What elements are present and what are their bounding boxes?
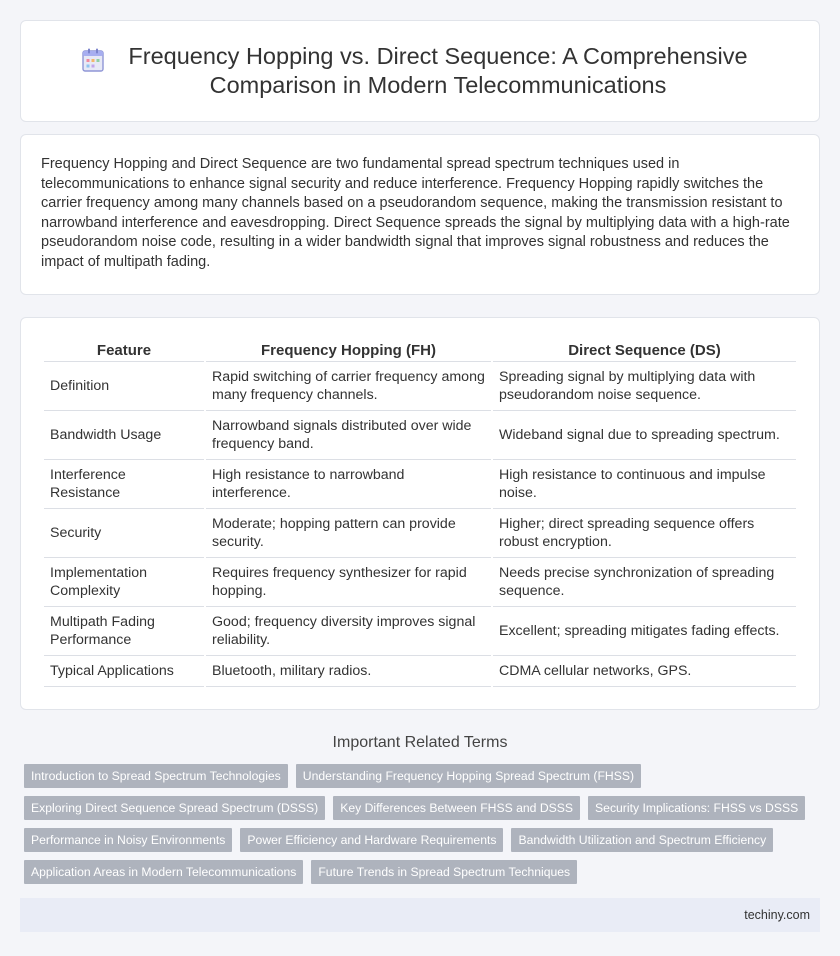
fh-cell: Moderate; hopping pattern can provide security. — [206, 509, 491, 558]
ds-cell: Excellent; spreading mitigates fading effects. — [493, 607, 796, 656]
table-row — [44, 656, 796, 687]
related-tag[interactable]: Future Trends in Spread Spectrum Techniques — [311, 860, 577, 884]
feature-cell: Interference Resistance — [44, 460, 204, 509]
related-tag[interactable]: Performance in Noisy Environments — [24, 828, 232, 852]
intro-text: Frequency Hopping and Direct Sequence are two fundamental spread spectrum techniques used in telecommunications to enhance signal security and reduce interference. Frequency Hopping rapidly switches the carrier frequency among many channels based on a pseudorandom sequence, making the transmission resistant to narrowband interference and eavesdropping. Direct Sequence spreads the signal by multiplying data with a high-rate pseudorandom noise code, resulting in a wider bandwidth signal that improves signal robustness and reduces the impact of multipath fading. — [41, 156, 790, 270]
table-row — [44, 411, 796, 460]
title-card — [20, 20, 820, 122]
intro-card — [20, 134, 820, 295]
feature-cell: Definition — [44, 362, 204, 411]
header-frequency-hopping: Frequency Hopping (FH) — [206, 338, 491, 362]
ds-cell: Needs precise synchronization of spreading sequence. — [493, 558, 796, 607]
footer — [20, 898, 820, 932]
ds-cell: Spreading signal by multiplying data with pseudorandom noise sequence. — [493, 362, 796, 411]
fh-cell: Bluetooth, military radios. — [206, 656, 491, 687]
ds-cell: High resistance to continuous and impulse noise. — [493, 460, 796, 509]
related-terms-section — [20, 734, 820, 892]
footer-site[interactable]: techiny.com — [744, 908, 810, 922]
related-terms-title: Important Related Terms — [332, 734, 508, 751]
table-row — [44, 607, 796, 656]
fh-cell: High resistance to narrowband interference. — [206, 460, 491, 509]
related-tag[interactable]: Understanding Frequency Hopping Spread Spectrum (FHSS) — [296, 764, 641, 788]
related-tag[interactable]: Key Differences Between FHSS and DSSS — [333, 796, 580, 820]
table-row — [44, 460, 796, 509]
fh-cell: Good; frequency diversity improves signal reliability. — [206, 607, 491, 656]
ds-cell: Wideband signal due to spreading spectrum. — [493, 411, 796, 460]
fh-cell: Narrowband signals distributed over wide frequency band. — [206, 411, 491, 460]
page-title: Frequency Hopping vs. Direct Sequence: A Comprehensive Comparison in Modern Telecommunications — [128, 43, 748, 98]
table-row — [44, 509, 796, 558]
related-tag[interactable]: Power Efficiency and Hardware Requirements — [240, 828, 503, 852]
related-tags — [20, 764, 820, 892]
related-tag[interactable]: Exploring Direct Sequence Spread Spectrum (DSSS) — [24, 796, 325, 820]
feature-cell: Typical Applications — [44, 656, 204, 687]
related-tag[interactable]: Application Areas in Modern Telecommunications — [24, 860, 303, 884]
header-feature: Feature — [44, 338, 204, 362]
feature-cell: Multipath Fading Performance — [44, 607, 204, 656]
related-tag[interactable]: Bandwidth Utilization and Spectrum Efficiency — [511, 828, 773, 852]
comparison-card — [20, 317, 820, 710]
fh-cell: Rapid switching of carrier frequency among many frequency channels. — [206, 362, 491, 411]
feature-cell: Security — [44, 509, 204, 558]
header-direct-sequence: Direct Sequence (DS) — [493, 338, 796, 362]
related-tag[interactable]: Introduction to Spread Spectrum Technologies — [24, 764, 288, 788]
ds-cell: CDMA cellular networks, GPS. — [493, 656, 796, 687]
table-header-row — [44, 338, 796, 362]
table-row — [44, 558, 796, 607]
ds-cell: Higher; direct spreading sequence offers robust encryption. — [493, 509, 796, 558]
feature-cell: Bandwidth Usage — [44, 411, 204, 460]
comparison-table — [42, 338, 798, 687]
related-tag[interactable]: Security Implications: FHSS vs DSSS — [588, 796, 805, 820]
feature-cell: Implementation Complexity — [44, 558, 204, 607]
table-row — [44, 362, 796, 411]
fh-cell: Requires frequency synthesizer for rapid hopping. — [206, 558, 491, 607]
document-icon — [82, 48, 104, 72]
